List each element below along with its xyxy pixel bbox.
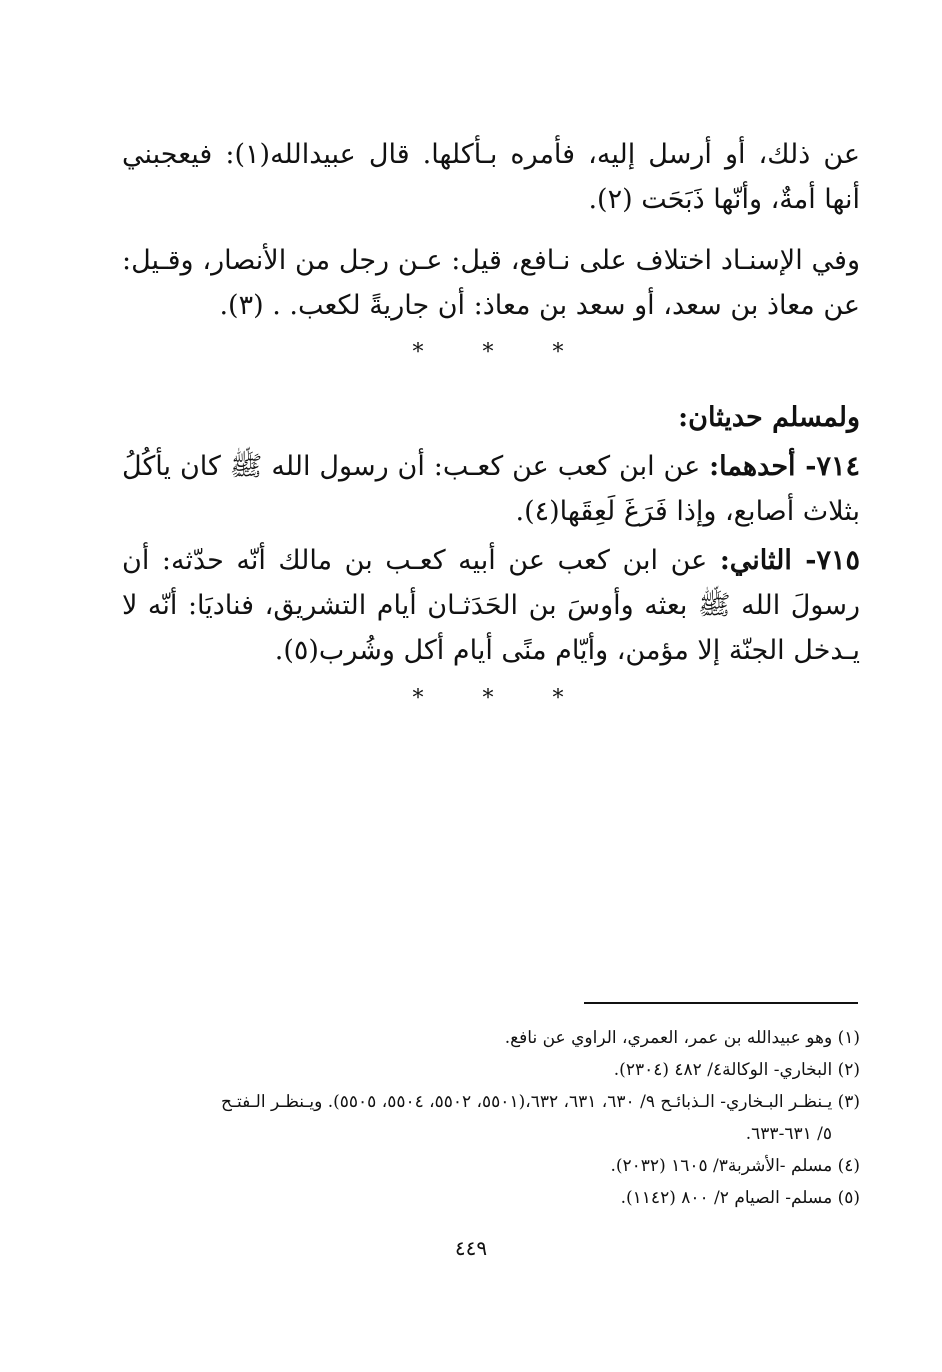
footnote-divider: [584, 1002, 858, 1004]
hadith-714-text: عن ابن كعب عن كعـب: أن رسول الله ﷺ كان يأكُلُ بثلاث أصابع، وإذا فَرَغَ لَعِقَها(٤).: [122, 451, 860, 527]
hadith-714-label: ٧١٤- أحدهما:: [709, 451, 860, 482]
footnote-1: (١) وهو عبيدالله بن عمر، العمري، الراوي عن نافع.: [504, 1028, 860, 1048]
footnote-3-continuation: ٥/ ٦٣١-٦٣٣.: [745, 1124, 832, 1144]
section-separator-end: * * *: [412, 686, 590, 711]
paragraph-isnad-note: وفي الإسنـاد اختلاف على نـافع، قيل: عـن رجل من الأنصار، وقـيل: عن معاذ بن سعد، أو سعد بن معاذ: أن جاريةً لكعب. . (٣).: [122, 245, 860, 321]
footnote-2: (٢) البخاري- الوكالة٤/ ٤٨٢ (٢٣٠٤).: [613, 1060, 860, 1080]
hadith-714: [122, 444, 860, 534]
hadith-715-text: عن ابن كعب عن أبيه كعـب بن مالك أنّه حدّثه: أن رسولَ الله ﷺ بعثه وأوسَ بن الحَدَثـان أيام التشريق، فناديَا: أنّه لا يـدخل الجنّة إلا مؤمن، وأيّام منًى أيام أكل وشُرب(٥).: [122, 545, 860, 666]
hadith-715-label: ٧١٥- الثاني:: [719, 545, 860, 576]
footnote-5: (٥) مسلم- الصيام ٢/ ٨٠٠ (١١٤٢).: [620, 1188, 860, 1208]
paragraph-continuation: عن ذلك، أو أرسل إليه، فأمره بـأكلها. قال عبيدالله(١): فيعجبني أنها أمةٌ، وأنّها ذَبَحَت (٢).: [122, 139, 860, 215]
footnote-4: (٤) مسلم -الأشربة٣/ ١٦٠٥ (٢٠٣٢).: [610, 1156, 860, 1176]
footnotes: [112, 1022, 860, 1214]
section-separator: * * *: [412, 340, 590, 365]
section-heading: ولمسلم حديثان:: [678, 402, 860, 433]
page-number: ٤٤٩: [454, 1236, 488, 1260]
footnote-3: (٣) يـنظـر البـخاري- الـذبائـح ٩/ ٦٣٠، ٦٣١، ٦٣٢،(٥٥٠١، ٥٥٠٢، ٥٥٠٤، ٥٥٠٥). ويـنظـر الـفتـح: [221, 1092, 860, 1112]
hadith-715: [122, 538, 860, 673]
